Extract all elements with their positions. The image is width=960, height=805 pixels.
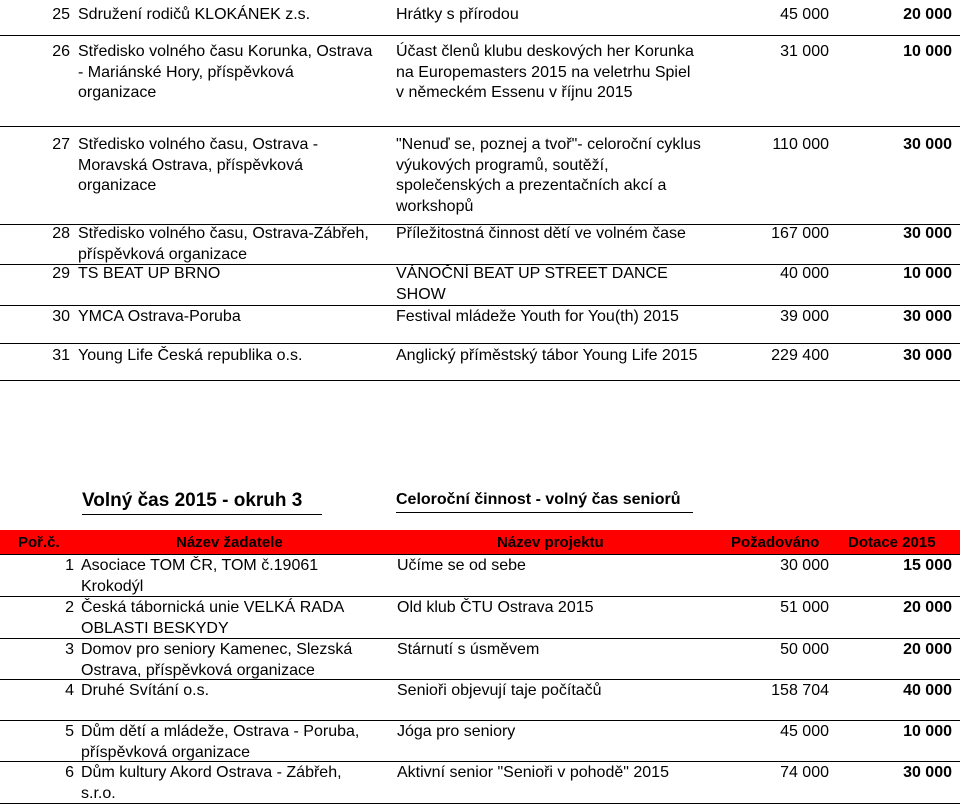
- row-number: 26: [52, 43, 70, 60]
- row-divider: [0, 638, 960, 639]
- applicant-name: příspěvková organizace: [81, 743, 250, 761]
- applicant-name: Asociace TOM ČR, TOM č.19061: [81, 557, 319, 574]
- row-divider: [0, 679, 960, 680]
- grant-amount: 20 000: [903, 6, 952, 23]
- row-number: 1: [65, 557, 74, 574]
- row-number: 27: [52, 136, 70, 153]
- requested-amount: 50 000: [780, 641, 829, 658]
- header-no: Poř.č.: [18, 534, 60, 551]
- applicant-name: Česká tábornická unie VELKÁ RADA: [81, 599, 345, 616]
- grant-amount: 10 000: [903, 265, 952, 282]
- row-number: 4: [65, 682, 74, 699]
- applicant-name: organizace: [78, 177, 157, 194]
- project-name: Účast členů klubu deskových her Korunka: [396, 43, 694, 60]
- applicant-name: TS BEAT UP BRNO: [78, 265, 221, 282]
- grant-amount: 10 000: [903, 43, 952, 60]
- project-name: "Nenuď se, poznej a tvoř"- celoroční cyklus: [396, 136, 701, 153]
- applicant-name: Domov pro seniory Kamenec, Slezská: [81, 641, 353, 658]
- applicant-name: Dům dětí a mládeže, Ostrava - Poruba,: [81, 723, 360, 740]
- section-title-underline: [82, 514, 322, 515]
- row-number: 6: [65, 764, 74, 781]
- row-number: 31: [52, 347, 70, 364]
- table-header: [0, 530, 960, 554]
- grant-amount: 20 000: [903, 599, 952, 616]
- grant-amount: 30 000: [903, 764, 952, 781]
- applicant-name: Druhé Svítání o.s.: [81, 682, 210, 699]
- project-name: společenských a prezentačních akcí a: [396, 177, 667, 194]
- row-number: 5: [65, 723, 74, 740]
- requested-amount: 51 000: [780, 599, 829, 616]
- requested-amount: 45 000: [780, 6, 829, 23]
- applicant-name: Středisko volného času Korunka, Ostrava: [78, 43, 373, 60]
- section-subtitle-underline: [396, 512, 693, 513]
- applicant-name: Sdružení rodičů KLOKÁNEK z.s.: [78, 6, 311, 23]
- project-name: výukových programů, soutěží,: [396, 156, 609, 174]
- row-divider: [0, 596, 960, 597]
- project-name: Jóga pro seniory: [397, 723, 516, 740]
- row-divider: [0, 264, 960, 265]
- applicant-name: Středisko volného času, Ostrava -: [78, 136, 319, 153]
- grant-amount: 15 000: [903, 557, 952, 574]
- row-number: 30: [52, 308, 70, 325]
- row-divider: [0, 761, 960, 762]
- row-divider: [0, 380, 960, 381]
- project-name: Festival mládeže Youth for You(th) 2015: [396, 308, 679, 325]
- applicant-name: Ostrava, příspěvková organizace: [81, 661, 315, 679]
- header-requested: Požadováno: [731, 534, 820, 551]
- requested-amount: 30 000: [780, 557, 829, 574]
- grant-amount: 30 000: [903, 308, 952, 325]
- row-number: 29: [52, 265, 70, 282]
- applicant-name: YMCA Ostrava-Poruba: [78, 308, 241, 325]
- row-divider: [0, 126, 960, 127]
- requested-amount: 31 000: [780, 43, 829, 60]
- grant-amount: 30 000: [903, 136, 952, 153]
- row-number: 25: [52, 6, 70, 23]
- applicant-name: příspěvková organizace: [78, 245, 247, 263]
- requested-amount: 110 000: [772, 136, 829, 153]
- row-divider: [0, 35, 960, 36]
- applicant-name: organizace: [78, 84, 157, 101]
- project-name: Senioři objevují taje počítačů: [397, 682, 602, 699]
- requested-amount: 45 000: [780, 723, 829, 740]
- requested-amount: 39 000: [780, 308, 829, 325]
- requested-amount: 229 400: [771, 347, 829, 364]
- section-subtitle: Celoroční činnost - volný čas seniorů: [396, 491, 681, 508]
- row-number: 2: [65, 599, 74, 616]
- grant-amount: 20 000: [903, 641, 952, 658]
- project-name: workshopů: [396, 197, 474, 215]
- row-divider: [0, 343, 960, 344]
- requested-amount: 167 000: [771, 225, 829, 242]
- applicant-name: Dům kultury Akord Ostrava - Zábřeh,: [81, 764, 342, 781]
- requested-amount: 40 000: [780, 265, 829, 282]
- applicant-name: s.r.o.: [81, 784, 116, 802]
- header-applicant: Název žadatele: [176, 534, 283, 551]
- row-number: 28: [52, 225, 70, 242]
- applicant-name: Středisko volného času, Ostrava-Zábřeh,: [78, 225, 369, 242]
- grant-amount: 40 000: [903, 682, 952, 699]
- row-divider: [0, 720, 960, 721]
- project-name: Anglický příměstský tábor Young Life 2015: [396, 347, 698, 364]
- grant-amount: 10 000: [903, 723, 952, 740]
- project-name: v německém Essenu v říjnu 2015: [396, 84, 633, 101]
- applicant-name: Krokodýl: [81, 577, 144, 595]
- project-name: Aktivní senior "Senioři v pohodě" 2015: [397, 764, 669, 781]
- header-grant: Dotace 2015: [848, 534, 936, 551]
- grant-amount: 30 000: [903, 225, 952, 242]
- section-title: Volný čas 2015 - okruh 3: [82, 490, 303, 511]
- project-name: Old klub ČTU Ostrava 2015: [397, 599, 594, 616]
- requested-amount: 158 704: [771, 682, 829, 699]
- applicant-name: OBLASTI BESKYDY: [81, 619, 229, 637]
- row-divider: [0, 554, 960, 555]
- project-name: Příležitostná činnost dětí ve volném čase: [396, 225, 686, 242]
- project-name: Stárnutí s úsměvem: [397, 641, 540, 658]
- applicant-name: Young Life Česká republika o.s.: [78, 347, 303, 364]
- row-number: 3: [65, 641, 74, 658]
- applicant-name: - Mariánské Hory, příspěvková: [78, 63, 294, 81]
- project-name: na Europemasters 2015 na veletrhu Spiel: [396, 63, 691, 81]
- row-divider: [0, 305, 960, 306]
- row-divider: [0, 224, 960, 225]
- row-divider: [0, 803, 960, 804]
- project-name: SHOW: [396, 285, 446, 303]
- project-name: VÁNOČNÍ BEAT UP STREET DANCE: [396, 265, 668, 282]
- requested-amount: 74 000: [780, 764, 829, 781]
- header-project: Název projektu: [497, 534, 604, 551]
- project-name: Hrátky s přírodou: [396, 6, 519, 23]
- grant-amount: 30 000: [903, 347, 952, 364]
- project-name: Učíme se od sebe: [397, 557, 526, 574]
- applicant-name: Moravská Ostrava, příspěvková: [78, 156, 303, 174]
